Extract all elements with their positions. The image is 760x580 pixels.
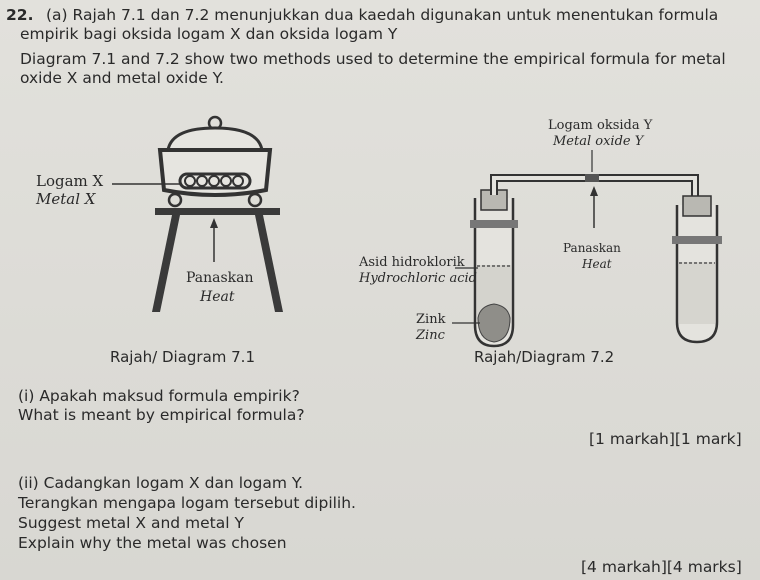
- label-metal-x-ms: Logam X: [36, 172, 104, 190]
- question-intro-ms-line2: empirik bagi oksida logam X dan oksida logam Y: [20, 25, 398, 43]
- part-ii-line1: (ii) Cadangkan logam X dan logam Y.: [18, 474, 304, 492]
- label-zinc-ms: Zink: [416, 312, 446, 327]
- part-ii-line4: Explain why the metal was chosen: [18, 534, 287, 552]
- part-i-question-en: What is meant by empirical formula?: [18, 406, 305, 424]
- question-intro-en-line2: oxide X and metal oxide Y.: [20, 69, 224, 87]
- question-intro-ms-line1: (a) Rajah 7.1 dan 7.2 menunjukkan dua kaedah digunakan untuk menentukan formula: [46, 6, 719, 24]
- label-oxide-en: Metal oxide Y: [553, 134, 644, 149]
- label-acid-en: Hydrochloric acid: [359, 271, 477, 286]
- part-ii-line2: Terangkan mengapa logam tersebut dipilih.: [18, 494, 356, 512]
- caption-diagram-7-1: Rajah/ Diagram 7.1: [110, 348, 255, 366]
- label-heat-ms-1: Panaskan: [186, 270, 254, 286]
- label-zinc-en: Zinc: [416, 328, 445, 343]
- label-heat-en-1: Heat: [200, 289, 235, 305]
- part-ii-line3: Suggest metal X and metal Y: [18, 514, 244, 532]
- part-ii-marks: [4 markah][4 marks]: [581, 558, 742, 576]
- part-i-question-ms: (i) Apakah maksud formula empirik?: [18, 387, 300, 405]
- label-heat-ms-2: Panaskan: [563, 241, 621, 255]
- label-heat-en-2: Heat: [582, 257, 612, 271]
- label-metal-x-en: Metal X: [36, 190, 96, 208]
- question-number: 22.: [6, 6, 34, 24]
- question-intro-en-line1: Diagram 7.1 and 7.2 show two methods used to determine the empirical formula for metal: [20, 50, 726, 68]
- label-acid-ms: Asid hidroklorik: [359, 255, 465, 270]
- part-i-marks: [1 markah][1 mark]: [589, 430, 742, 448]
- caption-diagram-7-2: Rajah/Diagram 7.2: [474, 348, 615, 366]
- label-oxide-ms: Logam oksida Y: [548, 118, 653, 133]
